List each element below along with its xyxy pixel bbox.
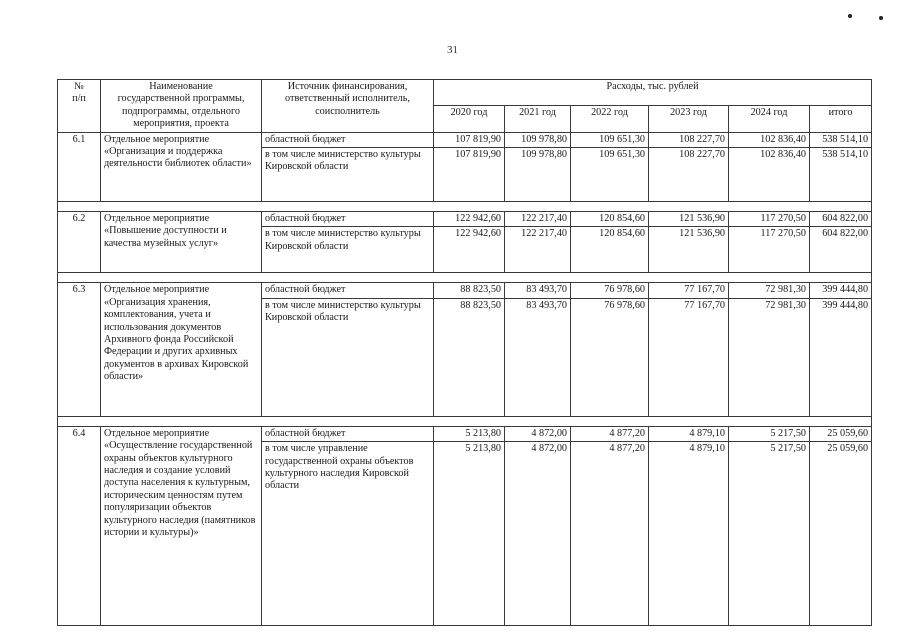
spacer-cell bbox=[649, 416, 729, 426]
spacer-cell bbox=[262, 202, 434, 212]
spacer-cell bbox=[649, 273, 729, 283]
header-year: 2020 год bbox=[434, 106, 505, 132]
year-value: 120 854,60 bbox=[571, 227, 649, 273]
funding-source: в том числе министерство культуры Кировской области bbox=[262, 227, 434, 273]
spacer-cell bbox=[505, 273, 571, 283]
spacer-cell bbox=[729, 416, 810, 426]
spacer-cell bbox=[58, 416, 101, 426]
year-value: 4 877,20 bbox=[571, 442, 649, 626]
scan-dot-2 bbox=[879, 16, 883, 20]
year-value: 72 981,30 bbox=[729, 283, 810, 298]
funding-source: в том числе министерство культуры Кировской области bbox=[262, 148, 434, 202]
year-value: 76 978,60 bbox=[571, 283, 649, 298]
year-value: 117 270,50 bbox=[729, 212, 810, 227]
funding-source: в том числе министерство культуры Кировской области bbox=[262, 298, 434, 416]
spacer-cell bbox=[262, 416, 434, 426]
row-spacer bbox=[58, 202, 872, 212]
header-year: 2022 год bbox=[571, 106, 649, 132]
row-spacer bbox=[58, 273, 872, 283]
table-row bbox=[58, 212, 872, 227]
spacer-cell bbox=[262, 273, 434, 283]
year-value: 108 227,70 bbox=[649, 132, 729, 147]
funding-source: областной бюджет bbox=[262, 132, 434, 147]
year-value: 88 823,50 bbox=[434, 283, 505, 298]
table-row bbox=[58, 426, 872, 441]
year-value: 102 836,40 bbox=[729, 148, 810, 202]
year-value: 4 879,10 bbox=[649, 426, 729, 441]
budget-table bbox=[57, 79, 872, 626]
funding-source: областной бюджет bbox=[262, 212, 434, 227]
row-number: 6.4 bbox=[58, 426, 101, 625]
year-value: 121 536,90 bbox=[649, 212, 729, 227]
spacer-cell bbox=[729, 273, 810, 283]
year-value: 102 836,40 bbox=[729, 132, 810, 147]
year-value: 5 213,80 bbox=[434, 426, 505, 441]
year-value: 109 978,80 bbox=[505, 148, 571, 202]
funding-source: областной бюджет bbox=[262, 283, 434, 298]
total-value: 538 514,10 bbox=[810, 148, 872, 202]
year-value: 83 493,70 bbox=[505, 283, 571, 298]
spacer-cell bbox=[571, 202, 649, 212]
year-value: 120 854,60 bbox=[571, 212, 649, 227]
scan-dot-1 bbox=[848, 14, 852, 18]
spacer-cell bbox=[571, 273, 649, 283]
header-year: 2024 год bbox=[729, 106, 810, 132]
row-spacer bbox=[58, 416, 872, 426]
spacer-cell bbox=[810, 273, 872, 283]
funding-source: в том числе управление государственной охраны объектов культурного наследия Кировской области bbox=[262, 442, 434, 626]
page-number: 31 bbox=[447, 44, 458, 56]
header-year: 2021 год bbox=[505, 106, 571, 132]
table-row bbox=[58, 132, 872, 147]
table-row bbox=[58, 283, 872, 298]
spacer-cell bbox=[58, 273, 101, 283]
year-value: 107 819,90 bbox=[434, 132, 505, 147]
year-value: 107 819,90 bbox=[434, 148, 505, 202]
total-value: 25 059,60 bbox=[810, 442, 872, 626]
total-value: 604 822,00 bbox=[810, 227, 872, 273]
year-value: 122 942,60 bbox=[434, 227, 505, 273]
year-value: 5 213,80 bbox=[434, 442, 505, 626]
header-name: Наименование государственной программы, подпрограммы, отдельного мероприятия, проекта bbox=[101, 80, 262, 133]
spacer-cell bbox=[571, 416, 649, 426]
total-value: 399 444,80 bbox=[810, 283, 872, 298]
year-value: 77 167,70 bbox=[649, 298, 729, 416]
spacer-cell bbox=[101, 416, 262, 426]
spacer-cell bbox=[434, 416, 505, 426]
spacer-cell bbox=[434, 273, 505, 283]
year-value: 122 217,40 bbox=[505, 227, 571, 273]
header-expenses: Расходы, тыс. рублей bbox=[434, 80, 872, 106]
year-value: 4 877,20 bbox=[571, 426, 649, 441]
spacer-cell bbox=[434, 202, 505, 212]
year-value: 83 493,70 bbox=[505, 298, 571, 416]
year-value: 121 536,90 bbox=[649, 227, 729, 273]
year-value: 109 651,30 bbox=[571, 148, 649, 202]
total-value: 538 514,10 bbox=[810, 132, 872, 147]
total-value: 604 822,00 bbox=[810, 212, 872, 227]
year-value: 4 879,10 bbox=[649, 442, 729, 626]
year-value: 76 978,60 bbox=[571, 298, 649, 416]
spacer-cell bbox=[810, 416, 872, 426]
year-value: 5 217,50 bbox=[729, 442, 810, 626]
total-value: 399 444,80 bbox=[810, 298, 872, 416]
measure-name: Отдельное мероприятие «Осуществление государственной охраны объектов культурного наследия и создание условий доступа населения к культурным, историческим ценностям путем популяризации объектов культурного наследия (памятников истории и культуры)» bbox=[101, 426, 262, 625]
year-value: 109 651,30 bbox=[571, 132, 649, 147]
year-value: 4 872,00 bbox=[505, 442, 571, 626]
spacer-cell bbox=[101, 273, 262, 283]
year-value: 108 227,70 bbox=[649, 148, 729, 202]
header-num: № п/п bbox=[58, 80, 101, 133]
year-value: 4 872,00 bbox=[505, 426, 571, 441]
measure-name: Отдельное мероприятие «Организация и поддержка деятельности библиотек области» bbox=[101, 132, 262, 201]
row-number: 6.1 bbox=[58, 132, 101, 201]
year-value: 77 167,70 bbox=[649, 283, 729, 298]
funding-source: областной бюджет bbox=[262, 426, 434, 441]
year-value: 5 217,50 bbox=[729, 426, 810, 441]
year-value: 117 270,50 bbox=[729, 227, 810, 273]
header-total: итого bbox=[810, 106, 872, 132]
spacer-cell bbox=[649, 202, 729, 212]
spacer-cell bbox=[810, 202, 872, 212]
row-number: 6.3 bbox=[58, 283, 101, 416]
year-value: 88 823,50 bbox=[434, 298, 505, 416]
spacer-cell bbox=[729, 202, 810, 212]
year-value: 122 942,60 bbox=[434, 212, 505, 227]
spacer-cell bbox=[505, 416, 571, 426]
year-value: 122 217,40 bbox=[505, 212, 571, 227]
total-value: 25 059,60 bbox=[810, 426, 872, 441]
header-source: Источник финансирования, ответственный исполнитель, соисполнитель bbox=[262, 80, 434, 133]
header-year: 2023 год bbox=[649, 106, 729, 132]
measure-name: Отдельное мероприятие «Повышение доступности и качества музейных услуг» bbox=[101, 212, 262, 273]
table-body bbox=[58, 132, 872, 626]
row-number: 6.2 bbox=[58, 212, 101, 273]
spacer-cell bbox=[505, 202, 571, 212]
measure-name: Отдельное мероприятие «Организация хранения, комплектования, учета и использования документов Архивного фонда Российской Федерации и других архивных документов в архивах Кировской области» bbox=[101, 283, 262, 416]
spacer-cell bbox=[101, 202, 262, 212]
spacer-cell bbox=[58, 202, 101, 212]
year-value: 109 978,80 bbox=[505, 132, 571, 147]
year-value: 72 981,30 bbox=[729, 298, 810, 416]
